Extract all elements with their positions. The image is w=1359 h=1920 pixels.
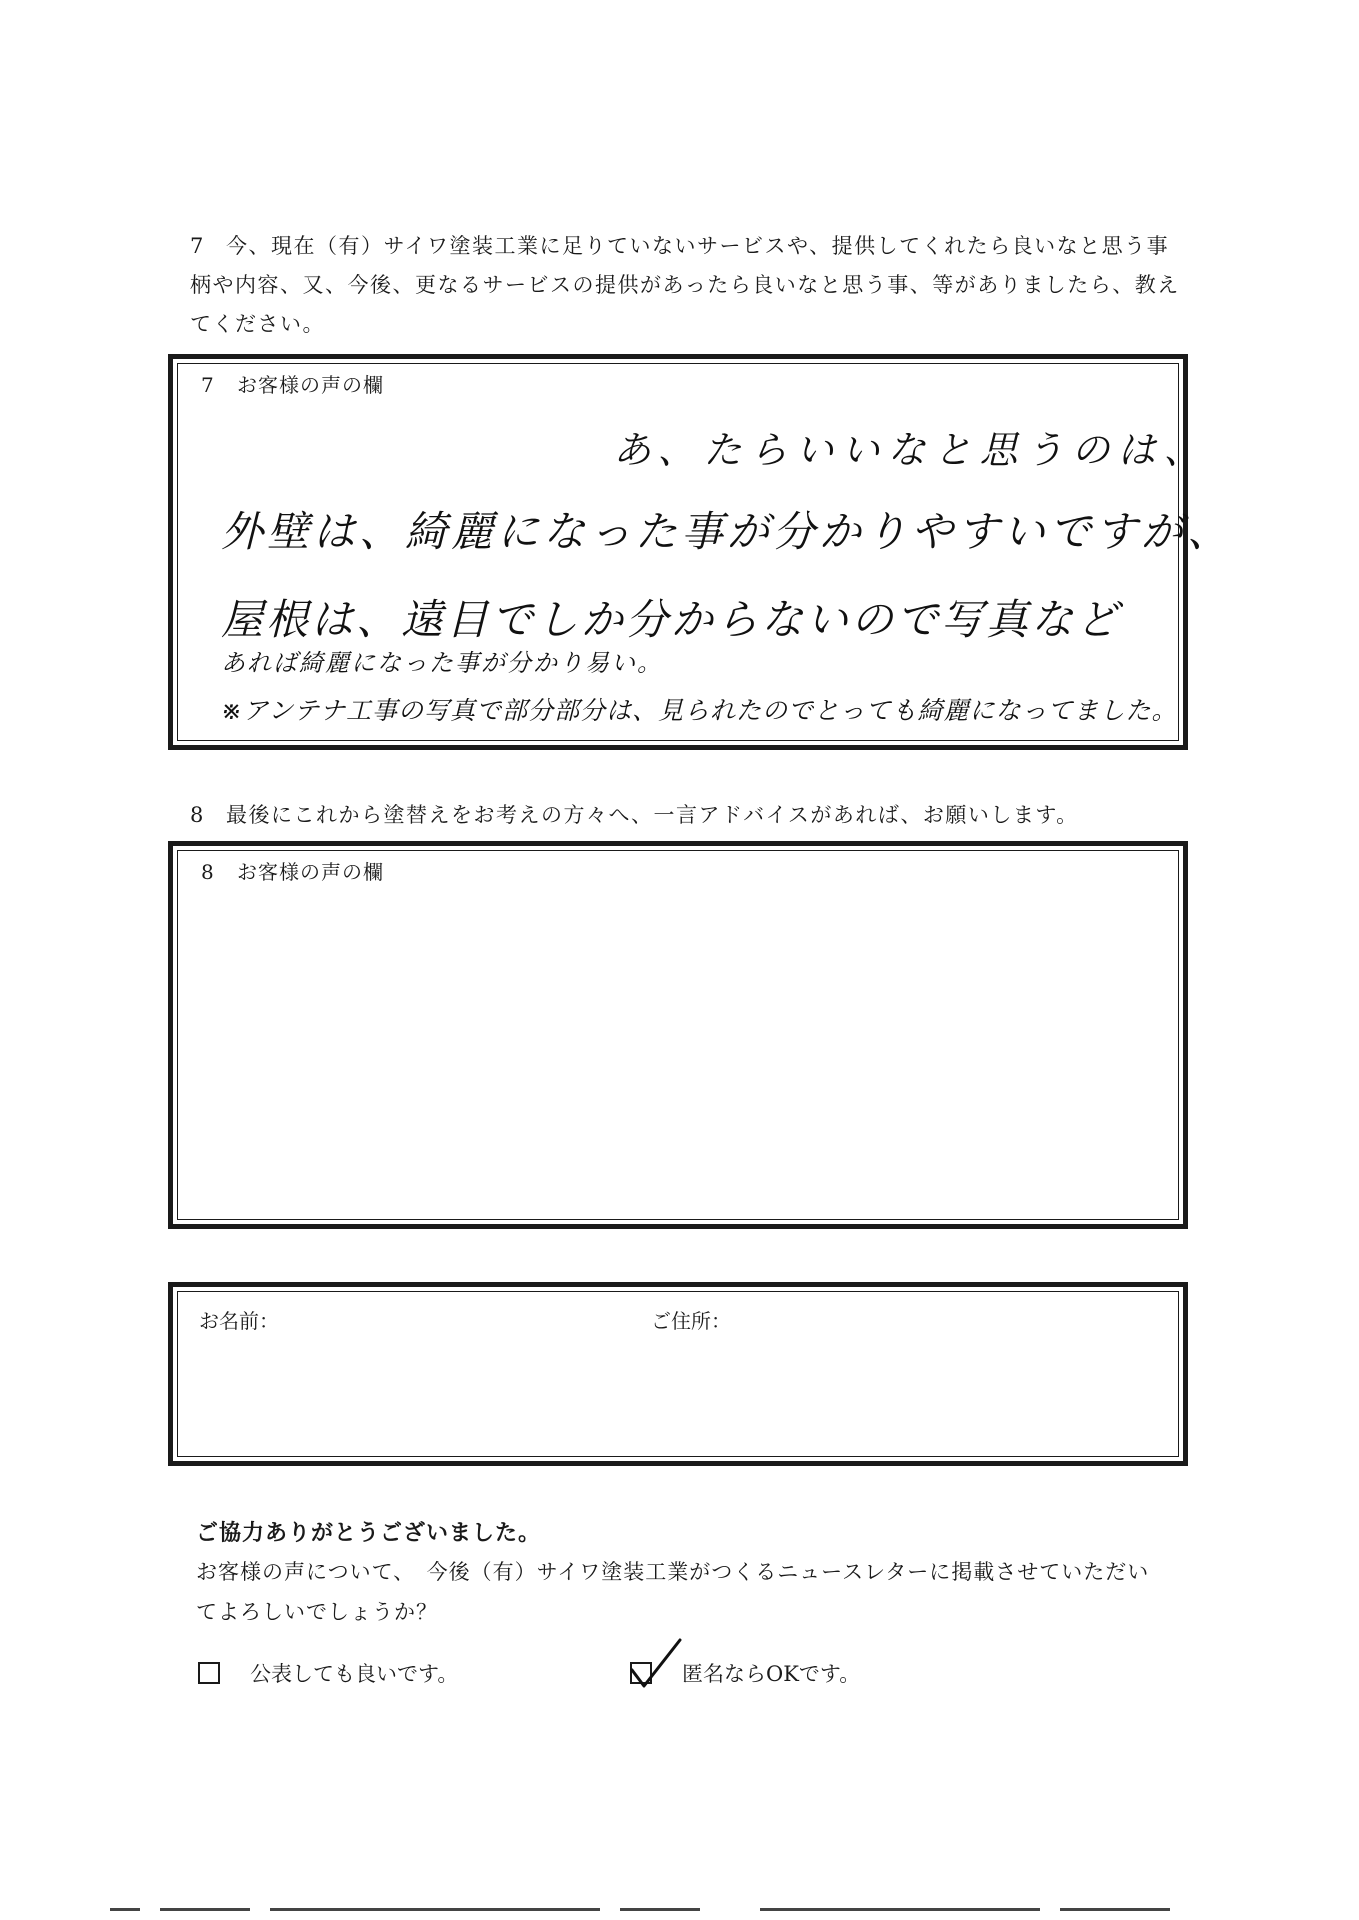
- public-checkbox[interactable]: [198, 1662, 220, 1684]
- option-public-label: 公表しても良いです。: [250, 1662, 459, 1686]
- name-label: お名前：: [199, 1309, 279, 1333]
- scan-artifact-line: [160, 1908, 250, 1911]
- handwritten-line-3: 屋根は、遠目でしか分からないので写真など: [221, 595, 1122, 644]
- scan-artifact-line: [110, 1908, 140, 1911]
- check-mark-icon: [626, 1636, 686, 1692]
- answer-box-8: [168, 841, 1188, 1229]
- handwritten-line-2: 外壁は、綺麗になった事が分かりやすいですが、: [221, 507, 1234, 556]
- question-8-number: 8: [190, 803, 205, 827]
- answer-box-7: [168, 354, 1234, 750]
- handwritten-line-5: ※アンテナ工事の写真で部分部分は、見られたのでとっても綺麗になってました。: [221, 696, 1178, 725]
- scan-artifact-line: [1060, 1908, 1170, 1911]
- question-8-text: 最後にこれから塗替えをお考えの方々へ、一言アドバイスがあれば、お願いします。: [226, 803, 1079, 827]
- question-7-text: 今、現在（有）サイワ塗装工業に足りていないサービスや、提供してくれたら良いなと思う事柄や内容、又、今後、更なるサービスの提供があったら良いなと思う事、等がありましたら、教えてください。: [190, 234, 1180, 336]
- option-anonymous-label: 匿名ならOKです。: [682, 1662, 861, 1686]
- question-7: [190, 227, 1190, 344]
- contact-box: [168, 1282, 1188, 1466]
- answer-box-7-label: 7 お客様の声の欄: [201, 373, 384, 397]
- option-public[interactable]: [198, 1658, 458, 1688]
- scan-artifact-line: [620, 1908, 700, 1911]
- anonymous-checkbox[interactable]: [630, 1662, 652, 1684]
- scan-artifact-line: [760, 1908, 1040, 1911]
- option-anonymous[interactable]: [630, 1658, 860, 1688]
- answer-box-8-label: 8 お客様の声の欄: [201, 860, 384, 884]
- consent-question: お客様の声について、 今後（有）サイワ塗装工業がつくるニュースレターに掲載させていただいてよろしいでしょうか？: [196, 1560, 1150, 1624]
- scan-artifact-line: [270, 1908, 600, 1911]
- handwritten-line-4: あれば綺麗になった事が分かり易い。: [221, 649, 663, 677]
- question-7-number: 7: [190, 234, 205, 258]
- thanks-message: ご協力ありがとうございました。: [196, 1521, 542, 1546]
- question-8: [190, 796, 1190, 835]
- address-label: ご住所：: [651, 1309, 731, 1333]
- handwritten-line-1: あ、たらいいなと思うのは、: [613, 428, 1210, 472]
